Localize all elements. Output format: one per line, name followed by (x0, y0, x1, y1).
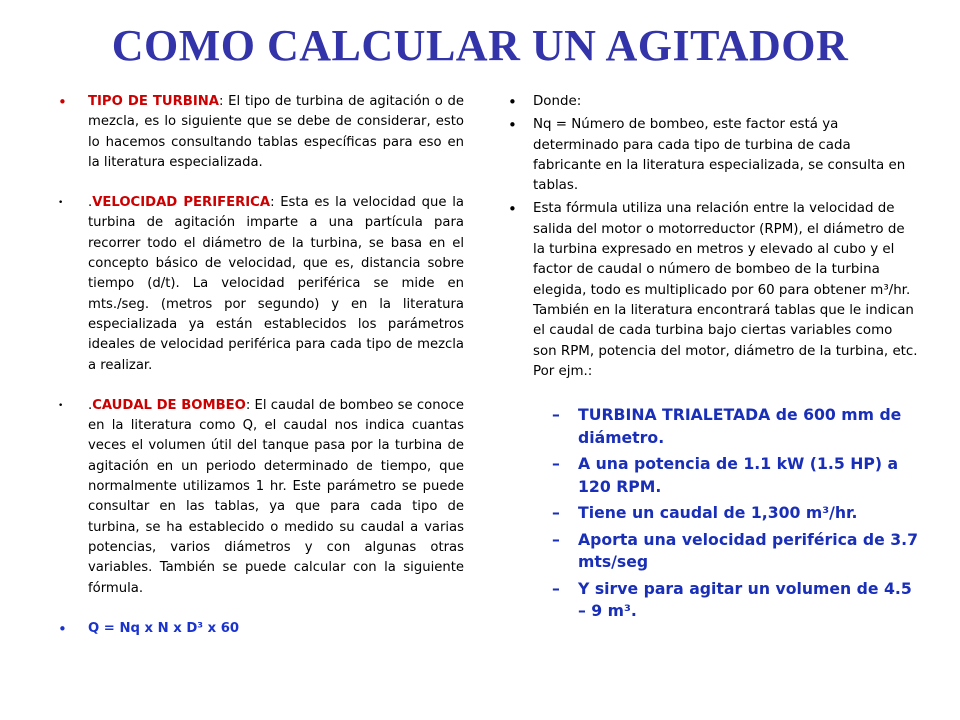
term-label: CAUDAL DE BOMBEO (92, 397, 246, 413)
bullet-icon: • (508, 93, 517, 111)
term-label: TIPO DE TURBINA (88, 94, 219, 109)
bullet-icon: • (58, 619, 67, 638)
right-column (508, 92, 920, 623)
example-item (508, 453, 920, 498)
term-label: VELOCIDAD PERIFERICA (92, 195, 271, 211)
formula-text: Q = Nq x N x D³ x 60 (88, 620, 240, 636)
item-text: Esta fórmula utiliza una relación entre la velocidad de salida del motor o motorreductor (RPM), el diámetro de la turbina expresado en metros y elevado al cubo y el factor de caudal o número de bombeo de la turbina elegida, todo es multiplicado por 60 para obtener m³/hr. También en la literatura encontrará tablas que le indican el caudal de cada turbina bajo ciertas variables como son RPM, potencia del motor, diámetro de la turbina, etc. Por ejm.: (533, 201, 918, 379)
term-description: : Esta es la velocidad que la turbina de agitación imparte a una partícula para recorrer todo el diámetro de la turbina, se basa en el concepto básico de velocidad, que es, distancia sobre tiempo (d/t). La velocidad periférica se mide en mts./seg. (metros por segundo) y en la literatura especializada ya están establecidos los parámetros ideales de velocidad periférica para cada tipo de mezcla a realizar. (88, 195, 464, 373)
dash-icon: – (552, 454, 560, 474)
dash-icon: – (552, 503, 560, 523)
example-text: Tiene un caudal de 1,300 m³/hr. (578, 503, 858, 523)
example-text: TURBINA TRIALETADA de 600 mm de diámetro. (578, 405, 902, 447)
term-description: : El tipo de turbina de agitación o de mezcla, es lo siguiente que se debe de considerar, esto lo hacemos consultando tablas específicas para eso en la literatura especializada. (88, 94, 464, 170)
example-item (508, 404, 920, 449)
term-prefix: . (88, 195, 93, 211)
list-item-donde (508, 92, 920, 112)
left-column (58, 92, 464, 639)
example-item (508, 578, 920, 623)
term-prefix: . (88, 397, 93, 413)
dash-icon: – (552, 578, 560, 598)
slide-title: COMO CALCULAR UN AGITADOR (111, 21, 849, 70)
list-item-nq (508, 115, 920, 196)
list-item-formula (58, 619, 464, 639)
example-item (508, 502, 920, 525)
item-text: Nq = Número de bombeo, este factor está ya determinado para cada tipo de turbina de cada fabricante en la literatura especializada, se consulta en tablas. (533, 117, 906, 194)
example-text: A una potencia de 1.1 kW (1.5 HP) a 120 RPM. (578, 454, 899, 496)
bullet-icon: • (58, 198, 64, 209)
list-item-tipo-turbina (58, 92, 464, 173)
example-text: Y sirve para agitar un volumen de 4.5 – 9 m³. (578, 578, 912, 621)
bullet-icon: • (58, 400, 64, 411)
list-item-formula-explanation (508, 199, 920, 382)
bullet-icon: • (58, 93, 67, 111)
bullet-icon: • (508, 116, 517, 135)
item-text: Donde: (533, 94, 582, 109)
list-item-caudal-bombeo (58, 396, 464, 599)
list-item-velocidad-periferica (58, 193, 464, 376)
example-text: Aporta una velocidad periférica de 3.7 mts/seg (578, 529, 919, 572)
dash-icon: – (552, 405, 560, 425)
dash-icon: – (552, 529, 560, 549)
term-description: : El caudal de bombeo se conoce en la literatura como Q, el caudal nos indica cuantas veces el volumen útil del tanque pasa por la turbina de agitación en un periodo determinado de tiempo, que normalmente utilizamos 1 hr. Este parámetro se puede consultar en las tablas, ya que para cada tipo de turbina, se ha establecido o medido su caudal a varias potencias, varios diámetros y con algunas otras variables. También se puede calcular con la siguiente fórmula. (88, 397, 464, 596)
bullet-icon: • (508, 200, 517, 219)
example-item (508, 529, 920, 574)
